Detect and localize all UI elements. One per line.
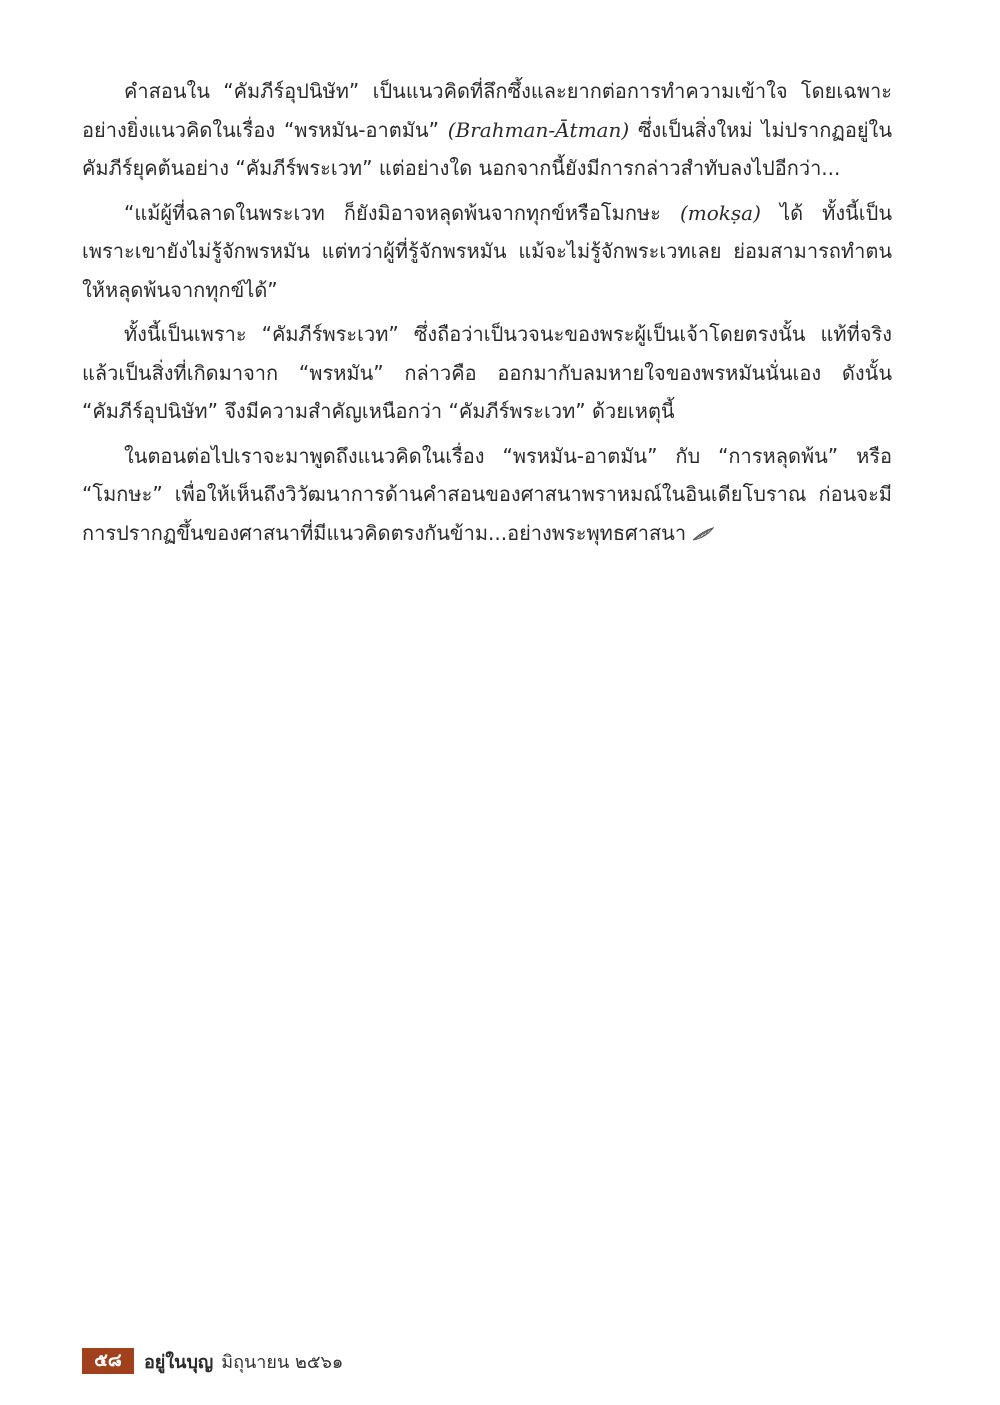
article-body — [82, 72, 892, 558]
paragraph-4 — [82, 437, 892, 553]
paragraph-1 — [82, 72, 892, 188]
paragraph-2-text-b: ได้ ทั้งนี้เป็นเพราะเขายังไม่รู้จักพรหมัน แต่ทว่าผู้ที่รู้จักพรหมัน แม้จะไม่รู้จักพระเวทเลย ย่อมสามารถทำตนให้หลุดพ้นจากทุกข์ได้” — [82, 200, 892, 302]
magazine-title: อยู่ในบุญ — [144, 1351, 214, 1373]
page-footer — [82, 1346, 343, 1376]
quill-end-mark-icon — [692, 527, 714, 541]
paragraph-4-text: ในตอนต่อไปเราจะมาพูดถึงแนวคิดในเรื่อง “พรหมัน-อาตมัน” กับ “การหลุดพ้น” หรือ “โมกษะ” เพื่อให้เห็นถึงวิวัฒนาการด้านคำสอนของศาสนาพราหมณ์ในอินเดียโบราณ ก่อนจะมีการปรากฏขึ้นของศาสนาที่มีแนวคิดตรงกันข้าม...อย่างพระพุทธศาสนา — [82, 443, 892, 545]
magazine-issue: มิถุนายน ๒๕๖๑ — [221, 1351, 344, 1373]
paragraph-2-quote — [82, 194, 892, 310]
paragraph-1-text-a: คำสอนใน “คัมภีร์อุปนิษัท” เป็นแนวคิดที่ลึกซึ้งและยากต่อการทำความเข้าใจ โดยเฉพาะอย่างยิ่งแนวคิดในเรื่อง “พรหมัน-อาตมัน” — [82, 79, 892, 142]
paragraph-3-text: ทั้งนี้เป็นเพราะ “คัมภีร์พระเวท” ซึ่งถือว่าเป็นวจนะของพระผู้เป็นเจ้าโดยตรงนั้น แท้ที่จริงแล้วเป็นสิ่งที่เกิดมาจาก “พรหมัน” กล่าวคือ ออกมากับลมหายใจของพรหมันนั่นเอง ดังนั้น “คัมภีร์อุปนิษัท” จึงมีความสำคัญเหนือกว่า “คัมภีร์พระเวท” ด้วยเหตุนี้ — [82, 322, 892, 423]
paragraph-3 — [82, 315, 892, 431]
page-number: ๕๘ — [82, 1348, 134, 1374]
paragraph-2-text-a: “แม้ผู้ที่ฉลาดในพระเวท ก็ยังมิอาจหลุดพ้นจากทุกข์หรือโมกษะ — [124, 200, 680, 225]
term-brahman-atman: (Brahman-Ātman) — [447, 117, 630, 142]
term-moksa: (mokṣa) — [679, 200, 761, 225]
paragraph-1-text-b: ซึ่งเป็นสิ่งใหม่ ไม่ปรากฏอยู่ในคัมภีร์ยุคต้นอย่าง “คัมภีร์พระเวท” แต่อย่างใด นอกจากนี้ยังมีการกล่าวสำทับลงไปอีกว่า... — [82, 117, 892, 180]
